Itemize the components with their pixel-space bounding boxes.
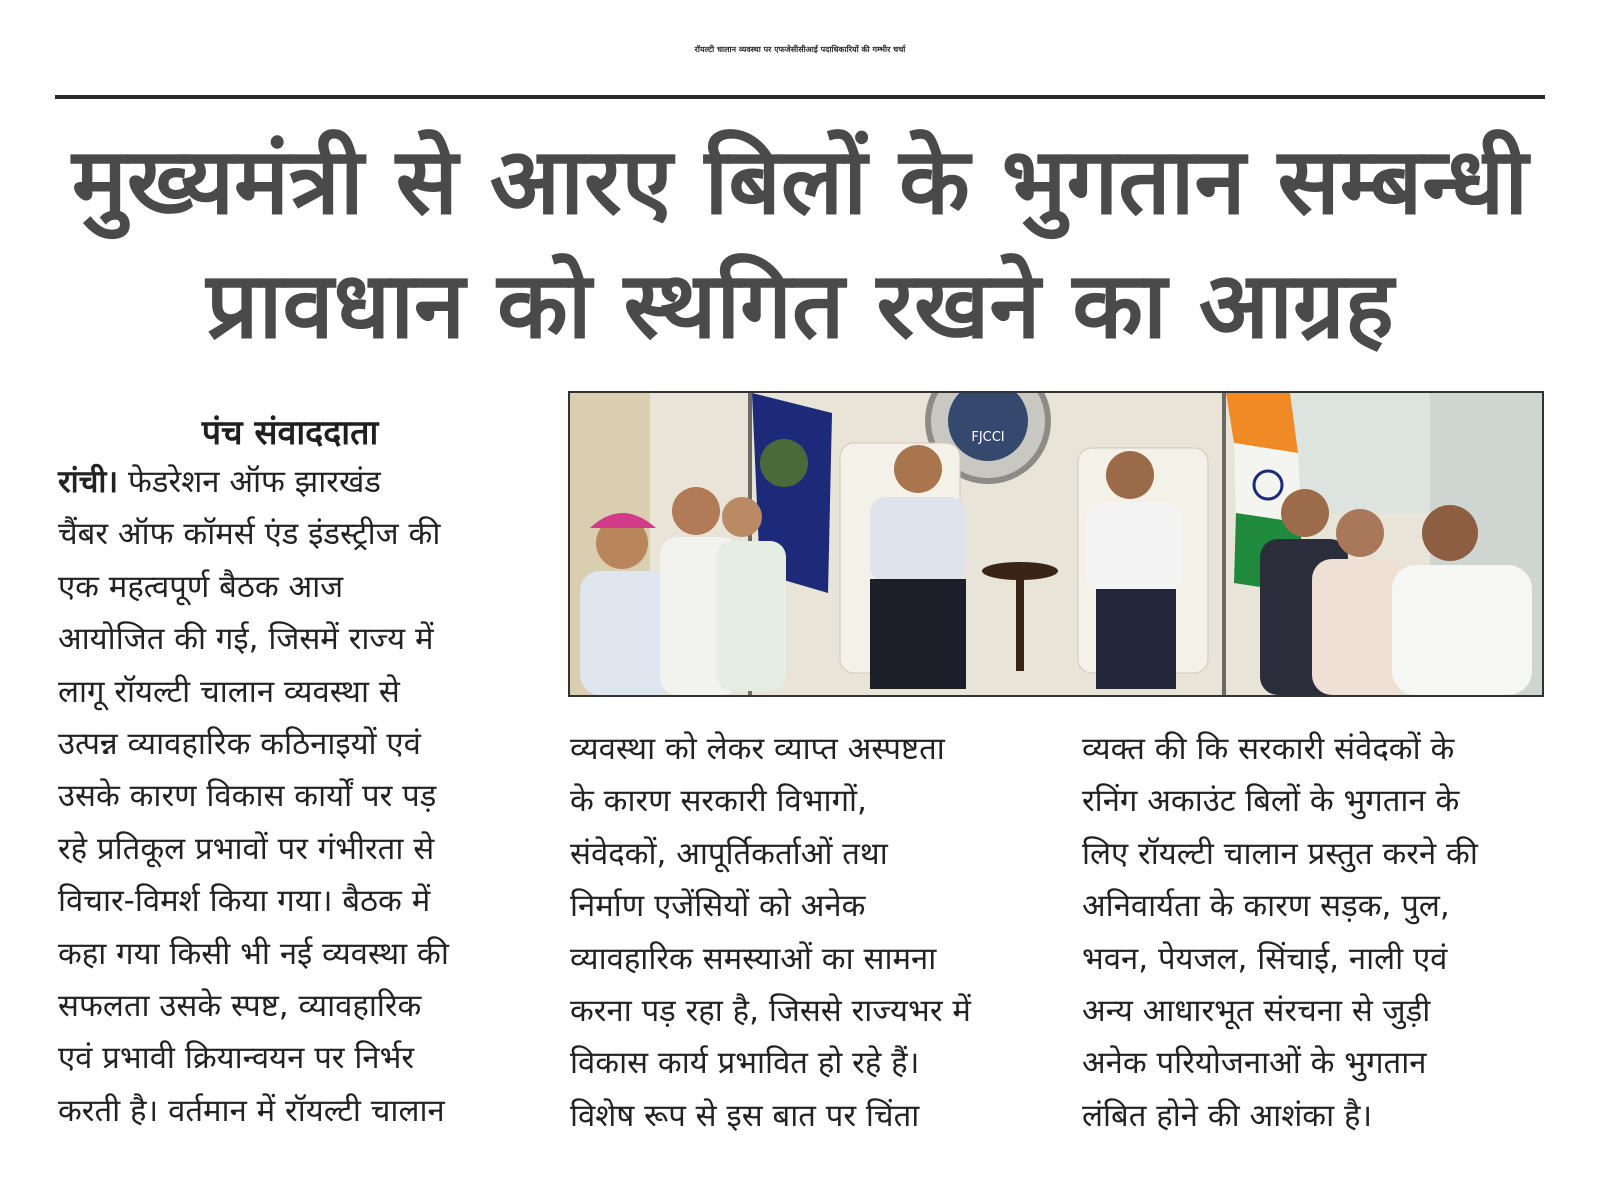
article-line: करना पड़ रहा है, जिससे राज्यभर में <box>570 992 971 1029</box>
article-line: लागू रॉयल्टी चालान व्यवस्था से <box>58 673 400 710</box>
article-line: चैंबर ऑफ कॉमर्स एंड इंडस्ट्रीज की <box>58 516 441 553</box>
byline: पंच संवाददाता <box>201 413 379 453</box>
article-line: के कारण सरकारी विभागों, <box>570 783 867 820</box>
article-line: अन्य आधारभूत संरचना से जुड़ी <box>1082 992 1431 1029</box>
article-line: अनेक परियोजनाओं के भुगतान <box>1082 1045 1427 1082</box>
article-line: व्यवस्था को लेकर व्याप्त अस्पष्टता <box>570 731 945 767</box>
kicker-rule <box>55 95 1545 99</box>
article-column-1 <box>58 456 520 1137</box>
article-line: भवन, पेयजल, सिंचाई, नाली एवं <box>1082 940 1448 977</box>
article-line: रहे प्रतिकूल प्रभावों पर गंभीरता से <box>58 830 435 867</box>
article-line: निर्माण एजेंसियों को अनेक <box>570 888 866 925</box>
dateline: रांची। <box>58 464 119 500</box>
svg-text:FJCCI: FJCCI <box>971 430 1005 445</box>
article-line: विचार-विमर्श किया गया। बैठक में <box>58 883 431 920</box>
kicker-headline: रॉयल्टी चालान व्यवस्था पर एफजेसीसीआई पदाधिकारियों की गम्भीर चर्चा <box>694 44 906 54</box>
article-line: लंबित होने की आशंका है। <box>1082 1097 1373 1134</box>
article-line: आयोजित की गई, जिसमें राज्य में <box>58 621 434 658</box>
article-line: उसके कारण विकास कार्यों पर पड़ <box>58 778 437 815</box>
article-line: एक महत्वपूर्ण बैठक आज <box>58 568 344 605</box>
article-line: एवं प्रभावी क्रियान्वयन पर निर्भर <box>58 1040 415 1077</box>
article-line: व्यक्त की कि सरकारी संवेदकों के <box>1082 731 1455 767</box>
article-line: विशेष रूप से इस बात पर चिंता <box>570 1097 920 1134</box>
article-line: संवेदकों, आपूर्तिकर्ताओं तथा <box>570 835 888 872</box>
article-line: कहा गया किसी भी नई व्यवस्था की <box>58 935 449 972</box>
meeting-photo-illustration <box>570 393 1542 695</box>
article-column-3 <box>1082 723 1544 1142</box>
article-line: उत्पन्न व्यावहारिक कठिनाइयों एवं <box>58 725 421 762</box>
article-line: रांची। फेडरेशन ऑफ झारखंड <box>58 464 381 500</box>
headline-line-2: प्रावधान को स्थगित रखने का आग्रह <box>206 252 1394 359</box>
article-line: सफलता उसके स्पष्ट, व्यावहारिक <box>58 987 422 1024</box>
article-line: करती है। वर्तमान में रॉयल्टी चालान <box>58 1092 445 1129</box>
article-line: लिए रॉयल्टी चालान प्रस्तुत करने की <box>1082 835 1478 872</box>
headline-line-1: मुख्यमंत्री से आरए बिलों के भुगतान सम्बन्धी <box>71 128 1529 235</box>
article-line: अनिवार्यता के कारण सड़क, पुल, <box>1082 888 1450 925</box>
meeting-photo <box>568 391 1544 697</box>
main-headline <box>30 120 1570 368</box>
article-line: व्यावहारिक समस्याओं का सामना <box>570 940 937 977</box>
article-line: रनिंग अकाउंट बिलों के भुगतान के <box>1082 783 1460 820</box>
article-column-2 <box>570 723 1032 1142</box>
article-line: विकास कार्य प्रभावित हो रहे हैं। <box>570 1045 920 1082</box>
